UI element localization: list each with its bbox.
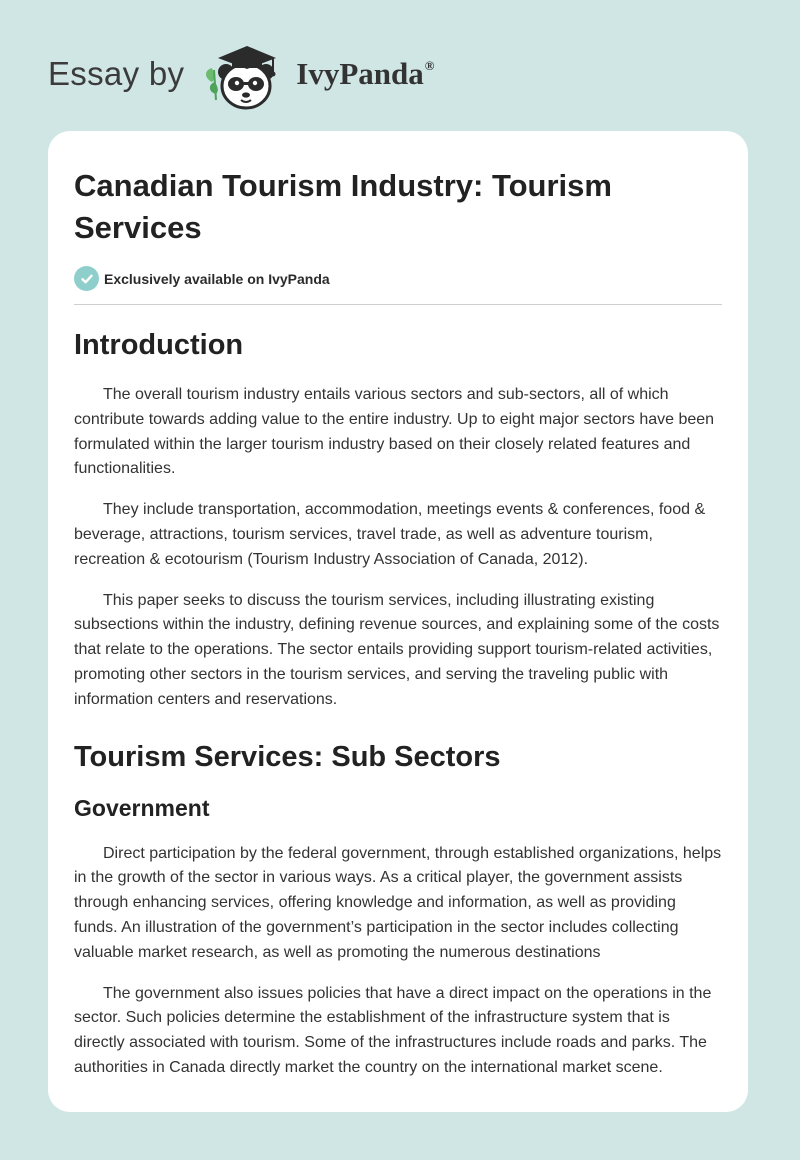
exclusive-badge [74, 266, 722, 305]
subsection-heading-government: Government [74, 794, 210, 821]
site-header [48, 34, 435, 114]
paragraph: This paper seeks to discuss the tourism services, including illustrating existing subsections within the industry, defining revenue sources, and explaining some of the costs that relate to the operations. The sector entails providing support tourism-related activities, promoting other sectors in the tourism services, and serving the traveling public with information centers and reservations. [74, 591, 720, 708]
paragraph: Direct participation by the federal government, through established organizations, helps in the growth of the sector in various ways. As a critical player, the government assists through enhancing services, offering knowledge and information, as well as providing funds. An illustration of the government’s participation in the sector includes collecting valuable market research, as well as promoting the numerous destinations [74, 844, 722, 961]
brand-name-text: IvyPanda [296, 56, 424, 91]
paragraph: The government also issues policies that have a direct impact on the operations in the sector. Such policies determine the establishment of the infrastructure system that is directly associated with tourism. Some of the infrastructures include roads and parks. The authorities in Canada directly market the country on the international market scene. [74, 984, 712, 1076]
page-title: Canadian Tourism Industry: Tourism Services [74, 168, 612, 245]
section-heading-introduction: Introduction [74, 329, 244, 361]
paragraph: They include transportation, accommodation, meetings events & conferences, food & beverage, attractions, tourism services, travel trade, as well as adventure tourism, recreation & ecotourism (Tourism Industry Association of Canada, 2012). [74, 501, 706, 568]
exclusive-badge-label: Exclusively available on IvyPanda [104, 270, 330, 287]
section-heading-sub-sectors: Tourism Services: Sub Sectors [74, 740, 501, 773]
essay-by-label: Essay by [48, 55, 185, 92]
registered-mark: ® [424, 58, 435, 73]
paragraph: The overall tourism industry entails various sectors and sub-sectors, all of which contribute towards adding value to the entire industry. Up to eight major sectors have been formulated within the larger tourism industry based on their closely related features and functionalities. [74, 386, 715, 478]
essay-card [48, 131, 748, 1112]
ivypanda-logo-icon[interactable] [200, 34, 294, 114]
check-icon [74, 266, 99, 291]
brand-name[interactable] [296, 56, 434, 92]
